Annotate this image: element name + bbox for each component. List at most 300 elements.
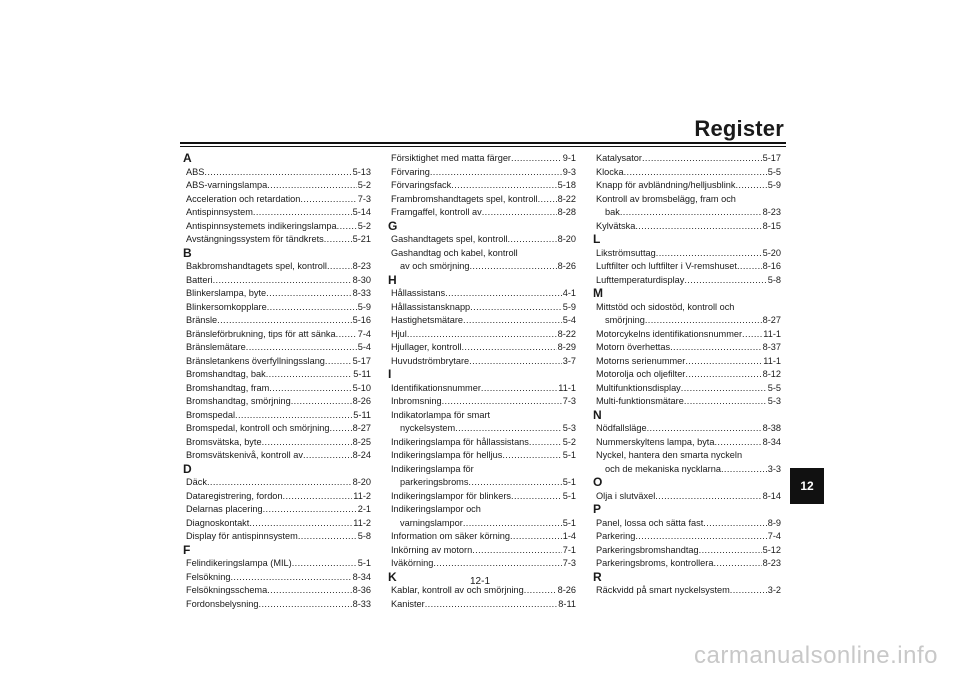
index-entry-text: Felsökningsschema [186, 585, 268, 595]
index-entry[interactable] [183, 503, 371, 517]
index-entry-text: Knapp för avbländning/helljusblink [596, 180, 736, 190]
index-entry-text: Felsökning [186, 571, 231, 582]
dot-leader [463, 314, 562, 328]
index-entry-text: Bakbromshandtagets spel, kontroll [186, 261, 327, 271]
watermark: carmanualsonline.info [694, 642, 938, 669]
index-letter-heading: K [388, 569, 397, 584]
dot-leader [470, 301, 562, 315]
index-entry[interactable] [593, 328, 781, 342]
index-entry[interactable] [388, 328, 576, 342]
dot-leader [461, 341, 556, 355]
index-entry-line: Mittstöd och sidostöd, kontroll och [596, 301, 735, 312]
dot-leader [684, 395, 767, 409]
index-letter-heading: G [388, 218, 398, 233]
index-entry[interactable] [593, 355, 781, 369]
index-entry[interactable] [593, 341, 781, 355]
index-entry-page: 8-22 [557, 328, 576, 339]
index-entry[interactable] [388, 341, 576, 355]
index-column-2 [388, 152, 576, 611]
index-entry[interactable] [388, 355, 576, 369]
index-entry-page: 8-29 [557, 342, 576, 352]
index-entry-page: 5-2 [357, 180, 371, 190]
dot-leader [266, 368, 353, 382]
index-entry-text: Motorns serienummer [596, 355, 686, 366]
index-entry-page: 5-3 [562, 423, 576, 433]
index-entry-page: 7-4 [767, 531, 781, 541]
index-entry-page: 4-1 [562, 288, 576, 298]
index-entry-text: Frambromshandtagets spel, kontroll [391, 193, 538, 204]
index-entry-text: Parkeringsbroms, kontrollera [596, 558, 714, 568]
index-entry[interactable] [388, 395, 576, 409]
index-entry-page: 5-12 [762, 544, 781, 555]
index-entry[interactable] [593, 247, 781, 261]
dot-leader [655, 490, 761, 504]
index-entry-page: 8-20 [352, 477, 371, 487]
index-entry[interactable] [183, 274, 371, 288]
dot-leader [246, 341, 357, 355]
index-entry[interactable] [183, 368, 371, 382]
dot-leader [267, 301, 357, 315]
index-entry-line: Indikatorlampa för smart [391, 409, 491, 420]
dot-leader [468, 476, 561, 490]
index-entry[interactable] [593, 179, 781, 193]
index-entry-text: ABS [186, 166, 205, 177]
index-entry[interactable] [183, 287, 371, 301]
index-entry[interactable] [388, 193, 576, 207]
index-entry-text: Display för antispinnsystem [186, 531, 298, 541]
dot-leader [425, 598, 558, 612]
index-entry-page: 5-13 [352, 166, 371, 177]
index-entry-page: 5-1 [562, 450, 576, 460]
index-entry-text: Lufttemperaturdisplay [596, 274, 685, 285]
index-letter-heading: O [593, 475, 603, 489]
index-letter-heading: M [593, 286, 603, 300]
index-entry[interactable] [593, 490, 781, 504]
index-entry[interactable] [388, 598, 576, 612]
index-entry-page: 8-23 [352, 261, 371, 271]
title-rule [180, 142, 786, 144]
index-entry-page: 5-1 [562, 490, 576, 501]
index-entry[interactable] [183, 395, 371, 409]
index-entry-text: och de mekaniska nycklarna [605, 463, 721, 474]
index-entry[interactable] [593, 517, 781, 531]
dot-leader [207, 476, 352, 490]
index-entry[interactable] [183, 260, 371, 274]
page-title: Register [694, 116, 784, 141]
index-entry[interactable] [388, 260, 576, 274]
index-entry-page: 5-4 [562, 315, 576, 325]
index-entry-text: Bromshandtag, bak [186, 369, 266, 379]
index-entry-page: 8-37 [762, 342, 781, 352]
index-entry-page: 9-1 [562, 153, 576, 163]
index-entry-page: 5-9 [562, 301, 576, 312]
dot-leader [291, 395, 352, 409]
index-entry-text: bak [605, 207, 620, 217]
index-entry-page: 8-34 [762, 436, 781, 447]
index-entry-text: varningslampor [400, 517, 463, 528]
dot-leader [684, 274, 766, 288]
index-entry[interactable] [183, 409, 371, 423]
index-entry[interactable] [183, 341, 371, 355]
index-entry-page: 8-25 [352, 436, 371, 447]
index-entry[interactable] [183, 355, 371, 369]
index-entry[interactable] [388, 166, 576, 180]
index-entry-page: 5-10 [352, 382, 371, 393]
dot-leader [735, 179, 766, 193]
dot-leader [529, 436, 562, 450]
index-entry-text: Indikeringslampa för hållassistans [391, 436, 529, 447]
index-entry[interactable] [388, 436, 576, 450]
index-entry-page: 8-30 [352, 274, 371, 285]
index-entry-page: 5-11 [353, 369, 371, 379]
dot-leader [292, 557, 357, 571]
dot-leader [235, 409, 352, 423]
dot-leader [266, 287, 351, 301]
dot-leader [642, 152, 762, 166]
index-entry-page: 2-1 [357, 504, 371, 514]
index-entry-text: Nödfallsläge [596, 423, 647, 433]
index-entry-line: Gashandtag och kabel, kontroll [391, 247, 518, 258]
index-entry-page: 5-2 [562, 436, 576, 447]
dot-leader [538, 193, 557, 207]
index-entry[interactable] [183, 436, 371, 450]
dot-leader [324, 233, 352, 247]
index-entry-page: 8-22 [557, 193, 576, 204]
index-letter-heading: L [593, 232, 601, 246]
index-entry-text: Bromshandtag, smörjning [186, 396, 291, 406]
dot-leader [670, 341, 762, 355]
index-entry-text: Iväkörning [391, 558, 434, 568]
dot-leader [445, 287, 562, 301]
dot-leader [511, 490, 562, 504]
dot-leader [283, 490, 353, 504]
index-letter-heading: I [388, 367, 392, 381]
dot-leader [713, 557, 761, 571]
index-entry[interactable] [593, 395, 781, 409]
index-entry[interactable] [388, 557, 576, 571]
index-entry[interactable] [388, 233, 576, 247]
index-entry-page: 1-4 [562, 531, 576, 541]
index-entry-text: Kablar, kontroll av och smörjning [391, 585, 524, 595]
index-entry-text: smörjning [605, 315, 645, 325]
dot-leader [507, 233, 556, 247]
index-letter-heading: H [388, 272, 397, 287]
dot-leader [330, 422, 352, 436]
index-entry-page: 5-8 [767, 274, 781, 285]
index-entry[interactable] [183, 530, 371, 544]
index-entry-page: 5-1 [357, 558, 371, 568]
index-entry-text: Luftfilter och luftfilter i V-remshuset [596, 261, 737, 271]
index-entry[interactable] [183, 490, 371, 504]
index-entry-text: parkeringsbroms [400, 477, 469, 487]
index-entry-page: 5-17 [762, 153, 781, 163]
index-column-3 [593, 152, 781, 598]
dot-leader [336, 328, 357, 342]
index-entry[interactable] [388, 301, 576, 315]
index-entry-text: Motorn överhettas [596, 342, 671, 352]
index-entry-page: 8-26 [557, 585, 576, 595]
index-entry-text: Hållassistansknapp [391, 301, 471, 312]
dot-leader [253, 206, 352, 220]
index-entry-text: Bränsle [186, 315, 218, 325]
index-entry-text: Klocka [596, 166, 624, 177]
index-entry-text: Motorcykelns identifikationsnummer [596, 328, 743, 339]
index-entry-text: Olja i slutväxel [596, 490, 656, 501]
dot-leader [502, 449, 561, 463]
index-entry-text: Inkörning av motorn [391, 544, 473, 555]
index-entry[interactable] [388, 206, 576, 220]
index-entry-text: Kylvätska [596, 220, 636, 231]
index-entry[interactable] [593, 382, 781, 396]
dot-leader [259, 598, 352, 612]
index-entry-text: av och smörjning [400, 261, 470, 271]
index-letter-heading: N [593, 407, 602, 422]
index-letter-heading: F [183, 542, 191, 557]
index-entry-text: Motorolja och oljefilter [596, 369, 686, 379]
index-entry-text: Förvaring [391, 166, 430, 177]
dot-leader [300, 193, 356, 207]
dot-leader [482, 206, 557, 220]
index-entry[interactable] [388, 544, 576, 558]
index-entry-page: 11-1 [763, 328, 781, 339]
index-entry-page: 5-5 [767, 166, 781, 177]
index-entry-page: 3-2 [767, 585, 781, 595]
dot-leader [325, 355, 352, 369]
dot-leader [455, 422, 562, 436]
index-entry-page: 8-26 [557, 261, 576, 271]
index-entry[interactable] [388, 422, 576, 436]
index-entry[interactable] [183, 517, 371, 531]
index-entry-line: Indikeringslampor och [391, 504, 481, 514]
index-entry-text: Indikeringslampa för helljus [391, 450, 503, 460]
index-entry[interactable] [183, 314, 371, 328]
dot-leader [510, 530, 562, 544]
dot-leader [703, 517, 766, 531]
index-entry-page: 8-16 [762, 261, 781, 271]
dot-leader [463, 517, 562, 531]
index-entry-text: Panel, lossa och sätta fast [596, 517, 704, 528]
index-entry-text: Kanister [391, 598, 425, 609]
index-entry-page: 5-1 [562, 477, 576, 487]
index-entry[interactable] [388, 314, 576, 328]
index-entry-text: Bromsvätskenivå, kontroll av [186, 450, 303, 460]
index-entry-page: 8-12 [762, 369, 781, 379]
index-entry-page: 7-4 [357, 328, 371, 339]
index-entry[interactable] [593, 274, 781, 288]
index-entry-page: 3-3 [767, 463, 781, 474]
index-entry-page: 5-17 [352, 355, 371, 366]
index-entry[interactable] [593, 260, 781, 274]
index-entry-text: Diagnoskontakt [186, 517, 250, 528]
index-letter-heading: R [593, 569, 602, 584]
index-entry-page: 8-38 [762, 423, 781, 433]
index-entry-page: 5-14 [352, 207, 371, 217]
index-entry-text: Acceleration och retardation [186, 193, 301, 204]
index-entry[interactable] [388, 530, 576, 544]
dot-leader [249, 517, 352, 531]
index-entry-page: 11-2 [353, 490, 371, 501]
index-letter-heading: B [183, 245, 192, 260]
index-entry-page: 9-3 [562, 166, 576, 177]
dot-leader [267, 179, 357, 193]
index-entry-page: 7-3 [562, 558, 576, 568]
index-entry[interactable] [183, 328, 371, 342]
dot-leader [213, 274, 352, 288]
dot-leader [442, 395, 562, 409]
index-entry-text: Bränslemätare [186, 342, 246, 352]
index-entry-page: 8-11 [558, 598, 576, 609]
dot-leader [262, 436, 352, 450]
index-entry[interactable] [593, 220, 781, 234]
index-entry[interactable] [388, 382, 576, 396]
index-entry[interactable] [593, 557, 781, 571]
index-entry-page: 8-23 [762, 558, 781, 568]
index-entry-page: 8-24 [352, 450, 371, 460]
index-entry-text: Information om säker körning [391, 531, 510, 541]
index-entry-page: 5-9 [767, 180, 781, 190]
index-entry-page: 5-2 [357, 220, 371, 231]
dot-leader [685, 355, 762, 369]
index-entry-text: Parkeringsbromshandtag [596, 544, 699, 555]
index-entry-text: Hjul [391, 328, 407, 339]
index-entry-text: Förvaringsfack [391, 180, 452, 190]
dot-leader [645, 314, 762, 328]
index-entry[interactable] [593, 166, 781, 180]
index-letter-heading: D [183, 461, 192, 476]
index-entry[interactable] [183, 166, 371, 180]
index-entry-text: Hastighetsmätare [391, 315, 464, 325]
index-entry-text: Antispinnsystemets indikeringslampa [186, 220, 337, 231]
dot-leader [327, 260, 352, 274]
index-entry[interactable] [183, 557, 371, 571]
dot-leader [481, 382, 557, 396]
index-letter-heading: P [593, 502, 602, 516]
index-entry-text: Fordonsbelysning [186, 598, 259, 609]
index-entry-page: 8-27 [352, 423, 371, 433]
index-entry[interactable] [388, 179, 576, 193]
index-entry-text: Hjullager, kontroll [391, 342, 462, 352]
index-entry-page: 8-27 [762, 315, 781, 325]
index-entry-page: 7-3 [357, 193, 371, 204]
index-entry-line: Nyckel, hantera den smarta nyckeln [596, 450, 743, 460]
index-entry[interactable] [593, 422, 781, 436]
index-entry-text: Batteri [186, 274, 213, 285]
index-entry-text: Avstängningssystem för tändkrets [186, 234, 324, 244]
dot-leader [269, 382, 351, 396]
index-entry-text: Multi-funktionsmätare [596, 396, 684, 406]
dot-leader [742, 328, 762, 342]
index-entry[interactable] [183, 193, 371, 207]
index-entry-page: 8-20 [557, 234, 576, 244]
index-entry-page: 3-7 [562, 355, 576, 366]
index-entry[interactable] [183, 598, 371, 612]
index-entry-page: 5-5 [767, 382, 781, 393]
index-entry-page: 5-11 [353, 409, 371, 420]
index-entry-text: Inbromsning [391, 396, 442, 406]
index-entry[interactable] [183, 220, 371, 234]
index-entry[interactable] [593, 206, 781, 220]
index-entry[interactable] [183, 206, 371, 220]
dot-leader [647, 422, 762, 436]
index-entry[interactable] [183, 449, 371, 463]
dot-leader [469, 260, 556, 274]
index-entry-text: Blinkersomkopplare [186, 301, 267, 312]
index-entry[interactable] [593, 314, 781, 328]
index-entry-page: 5-9 [357, 301, 371, 312]
dot-leader [635, 220, 761, 234]
dot-leader [656, 247, 762, 261]
index-entry[interactable] [593, 368, 781, 382]
dot-leader [469, 355, 562, 369]
index-entry-page: 8-14 [762, 490, 781, 501]
index-entry-page: 5-16 [352, 315, 371, 325]
index-entry[interactable] [593, 152, 781, 166]
index-entry-page: 8-33 [352, 598, 371, 609]
index-entry-text: Försiktighet med matta färger [391, 153, 511, 163]
index-entry[interactable] [593, 530, 781, 544]
index-entry[interactable] [183, 476, 371, 490]
index-entry-text: Parkering [596, 531, 636, 541]
index-entry-page: 8-28 [557, 207, 576, 217]
index-entry-page: 11-1 [558, 382, 576, 393]
dot-leader [451, 179, 556, 193]
index-entry-text: Hållassistans [391, 288, 446, 298]
index-entry-text: Delarnas placering [186, 504, 263, 514]
index-entry-page: 11-1 [763, 355, 781, 366]
index-entry[interactable] [183, 301, 371, 315]
dot-leader [635, 530, 766, 544]
index-entry-page: 7-1 [562, 544, 576, 555]
index-entry-page: 8-34 [352, 571, 371, 582]
index-entry[interactable] [593, 436, 781, 450]
chapter-tab[interactable]: 12 [790, 468, 824, 504]
dot-leader [620, 206, 762, 220]
index-entry-page: 5-8 [357, 531, 371, 541]
index-entry[interactable] [388, 152, 576, 166]
index-entry[interactable] [388, 449, 576, 463]
index-entry-text: Identifikationsnummer [391, 382, 481, 393]
index-entry[interactable] [388, 517, 576, 531]
index-entry-page: 5-4 [357, 342, 371, 352]
index-entry[interactable] [388, 476, 576, 490]
index-entry-line: Kontroll av bromsbelägg, fram och [596, 193, 736, 204]
index-entry[interactable] [183, 233, 371, 247]
index-entry-page: 7-3 [562, 396, 576, 406]
dot-leader [737, 260, 762, 274]
dot-leader [298, 530, 357, 544]
dot-leader [204, 166, 351, 180]
index-entry[interactable] [593, 544, 781, 558]
index-entry-page: 5-21 [352, 234, 371, 244]
index-entry-text: Antispinnsystem [186, 207, 253, 217]
index-entry[interactable] [388, 287, 576, 301]
index-entry-text: Felindikeringslampa (MIL) [186, 558, 292, 568]
dot-leader [624, 166, 767, 180]
page-number: 12-1 [469, 576, 490, 587]
index-entry[interactable] [593, 463, 781, 477]
dot-leader [217, 314, 351, 328]
index-entry-page: 8-15 [762, 220, 781, 231]
index-entry-text: Blinkerslampa, byte [186, 288, 267, 298]
index-entry[interactable] [183, 382, 371, 396]
index-entry-text: Nummerskyltens lampa, byta [596, 436, 715, 447]
index-entry[interactable] [183, 179, 371, 193]
index-entry-page: 8-36 [352, 585, 371, 595]
dot-leader [430, 166, 562, 180]
dot-leader [263, 503, 357, 517]
index-entry[interactable] [388, 490, 576, 504]
index-entry[interactable] [183, 422, 371, 436]
